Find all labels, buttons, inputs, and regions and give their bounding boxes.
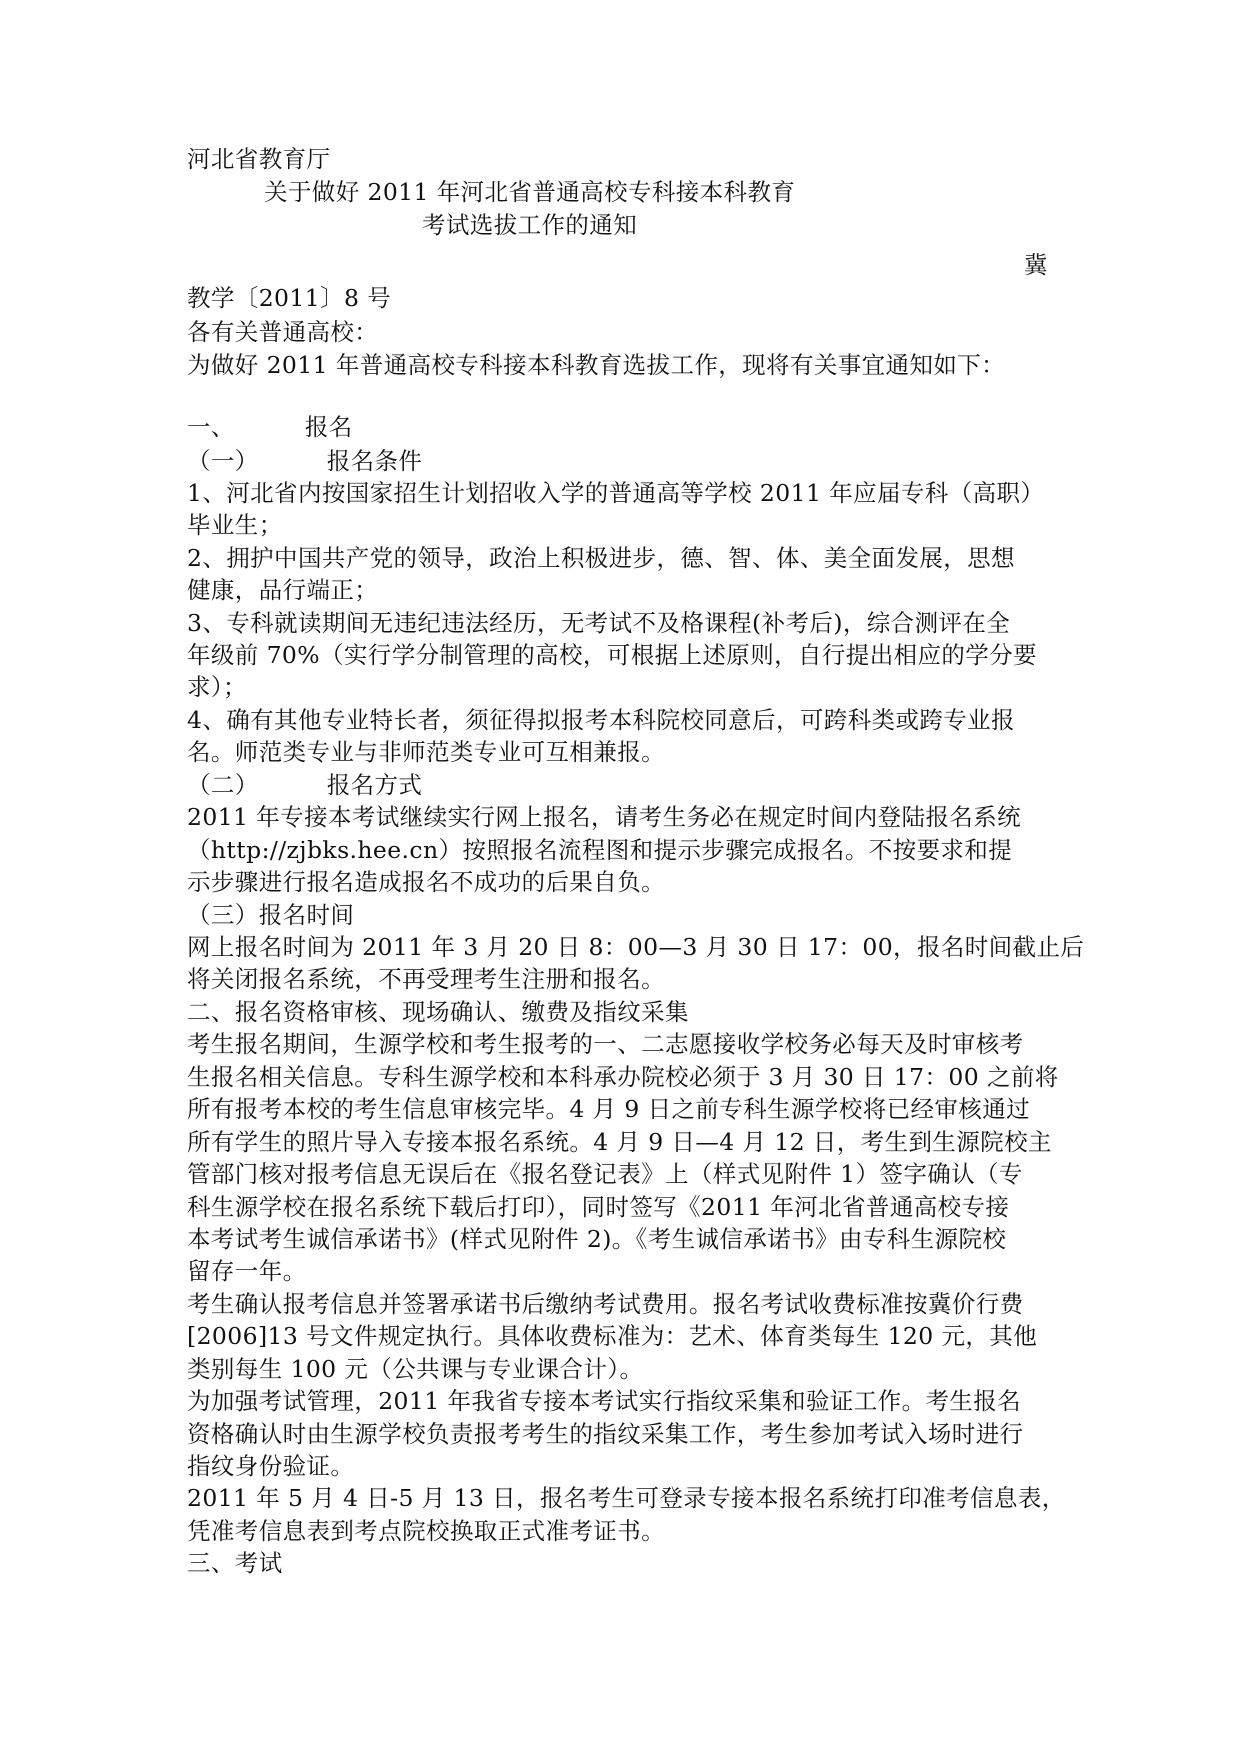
subsection-2-title: 报名方式	[326, 771, 423, 799]
condition-3-line-3: 求）；	[187, 673, 247, 701]
subsection-2-heading	[187, 770, 422, 800]
condition-2-line-2: 健康，品行端正；	[187, 576, 379, 604]
subsection-1-title: 报名条件	[326, 447, 423, 475]
paragraph-2-line-1: 考生报名期间，生源学校和考生报考的一、二志愿接收学校务必每天及时审核考	[187, 1030, 1024, 1058]
subsection-1-heading	[187, 446, 422, 476]
section-2-heading: 二、报名资格审核、现场确认、缴费及指纹采集	[187, 998, 689, 1026]
intro: 为做好 2011 年普通高校专科接本科教育选拔工作，现将有关事宜通知如下：	[187, 351, 1006, 379]
paragraph-2-line-2: 生报名相关信息。专科生源学校和本科承办院校必须于 3 月 30 日 17：00 之前将	[187, 1063, 1059, 1091]
issuer: 河北省教育厅	[187, 145, 331, 173]
section-3-heading: 三、考试	[187, 1549, 283, 1577]
paragraph-5-line-1: 2011 年 5 月 4 日-5 月 13 日，报名考生可登录专接本报名系统打印准考信息表，	[187, 1484, 1066, 1512]
condition-1-line-2: 毕业生；	[187, 511, 283, 539]
paragraph-5-line-2: 凭准考信息表到考点院校换取正式准考证书。	[187, 1517, 665, 1545]
paragraph-4-line-1: 为加强考试管理，2011 年我省专接本考试实行指纹采集和验证工作。考生报名	[187, 1387, 1022, 1415]
paragraph-2-line-3: 所有报考本校的考生信息审核完毕。4 月 9 日之前专科生源学校将已经审核通过	[187, 1095, 1031, 1123]
condition-2-line-1: 2、拥护中国共产党的领导，政治上积极进步，德、智、体、美全面发展，思想	[187, 544, 1015, 572]
paragraph-3-line-2: [2006]13 号文件规定执行。具体收费标准为：艺术、体育类每生 120 元，其他	[187, 1322, 1038, 1350]
paragraph-3-line-3: 类别每生 100 元（公共课与专业课合计）。	[187, 1355, 644, 1383]
paragraph-2-line-7: 本考试考生诚信承诺书》(样式见附件 2)。《考生诚信承诺书》由专科生源院校	[187, 1225, 1007, 1253]
subsection-3-heading: （三）报名时间	[187, 901, 355, 929]
doc-number-prefix: 冀	[1024, 251, 1048, 279]
condition-3-line-2: 年级前 70%（实行学分制管理的高校，可根据上述原则，自行提出相应的学分要	[187, 641, 1038, 669]
paragraph-2-line-4: 所有学生的照片导入专接本报名系统。4 月 9 日—4 月 12 日，考生到生源院校主	[187, 1128, 1052, 1156]
method-line-1: 2011 年专接本考试继续实行网上报名，请考生务必在规定时间内登陆报名系统	[187, 803, 1022, 831]
method-line-2: （http://zjbks.hee.cn）按照报名流程图和提示步骤完成报名。不按要求和提	[187, 836, 1013, 864]
section-1-heading	[187, 412, 353, 442]
section-1-title: 报名	[304, 413, 353, 441]
paragraph-2-line-6: 科生源学校在报名系统下载后打印），同时签写《2011 年河北省普通高校专接	[187, 1193, 1010, 1221]
paragraph-2-line-8: 留存一年。	[187, 1257, 307, 1285]
paragraph-2-line-5: 管部门核对报考信息无误后在《报名登记表》上（样式见附件 1）签字确认（专	[187, 1160, 1023, 1188]
addressee: 各有关普通高校：	[187, 318, 379, 346]
time-line-2: 将关闭报名系统，不再受理考生注册和报名。	[187, 965, 665, 993]
title-line-2: 考试选拔工作的通知	[422, 211, 638, 239]
title-line-1: 关于做好 2011 年河北省普通高校专科接本科教育	[264, 178, 796, 206]
method-line-3: 示步骤进行报名造成报名不成功的后果自负。	[187, 868, 665, 896]
paragraph-4-line-2: 资格确认时由生源学校负责报考考生的指纹采集工作，考生参加考试入场时进行	[187, 1420, 1024, 1448]
condition-3-line-1: 3、专科就读期间无违纪违法经历，无考试不及格课程(补考后)，综合测评在全	[187, 609, 1011, 637]
subsection-2-number: （二）	[187, 771, 259, 799]
paragraph-3-line-1: 考生确认报考信息并签署承诺书后缴纳考试费用。报名考试收费标准按冀价行费	[187, 1290, 1024, 1318]
condition-4-line-1: 4、确有其他专业特长者，须征得拟报考本科院校同意后，可跨科类或跨专业报	[187, 706, 1015, 734]
subsection-1-number: （一）	[187, 447, 259, 475]
doc-number: 教学〔2011〕8 号	[187, 284, 392, 312]
paragraph-4-line-3: 指纹身份验证。	[187, 1452, 355, 1480]
condition-1-line-1: 1、河北省内按国家招生计划招收入学的普通高等学校 2011 年应届专科（高职）	[187, 479, 1045, 507]
section-1-number: 一、	[187, 413, 235, 441]
time-line-1: 网上报名时间为 2011 年 3 月 20 日 8：00—3 月 30 日 17：00，报名时间截止后	[187, 933, 1085, 961]
condition-4-line-2: 名。师范类专业与非师范类专业可互相兼报。	[187, 738, 665, 766]
